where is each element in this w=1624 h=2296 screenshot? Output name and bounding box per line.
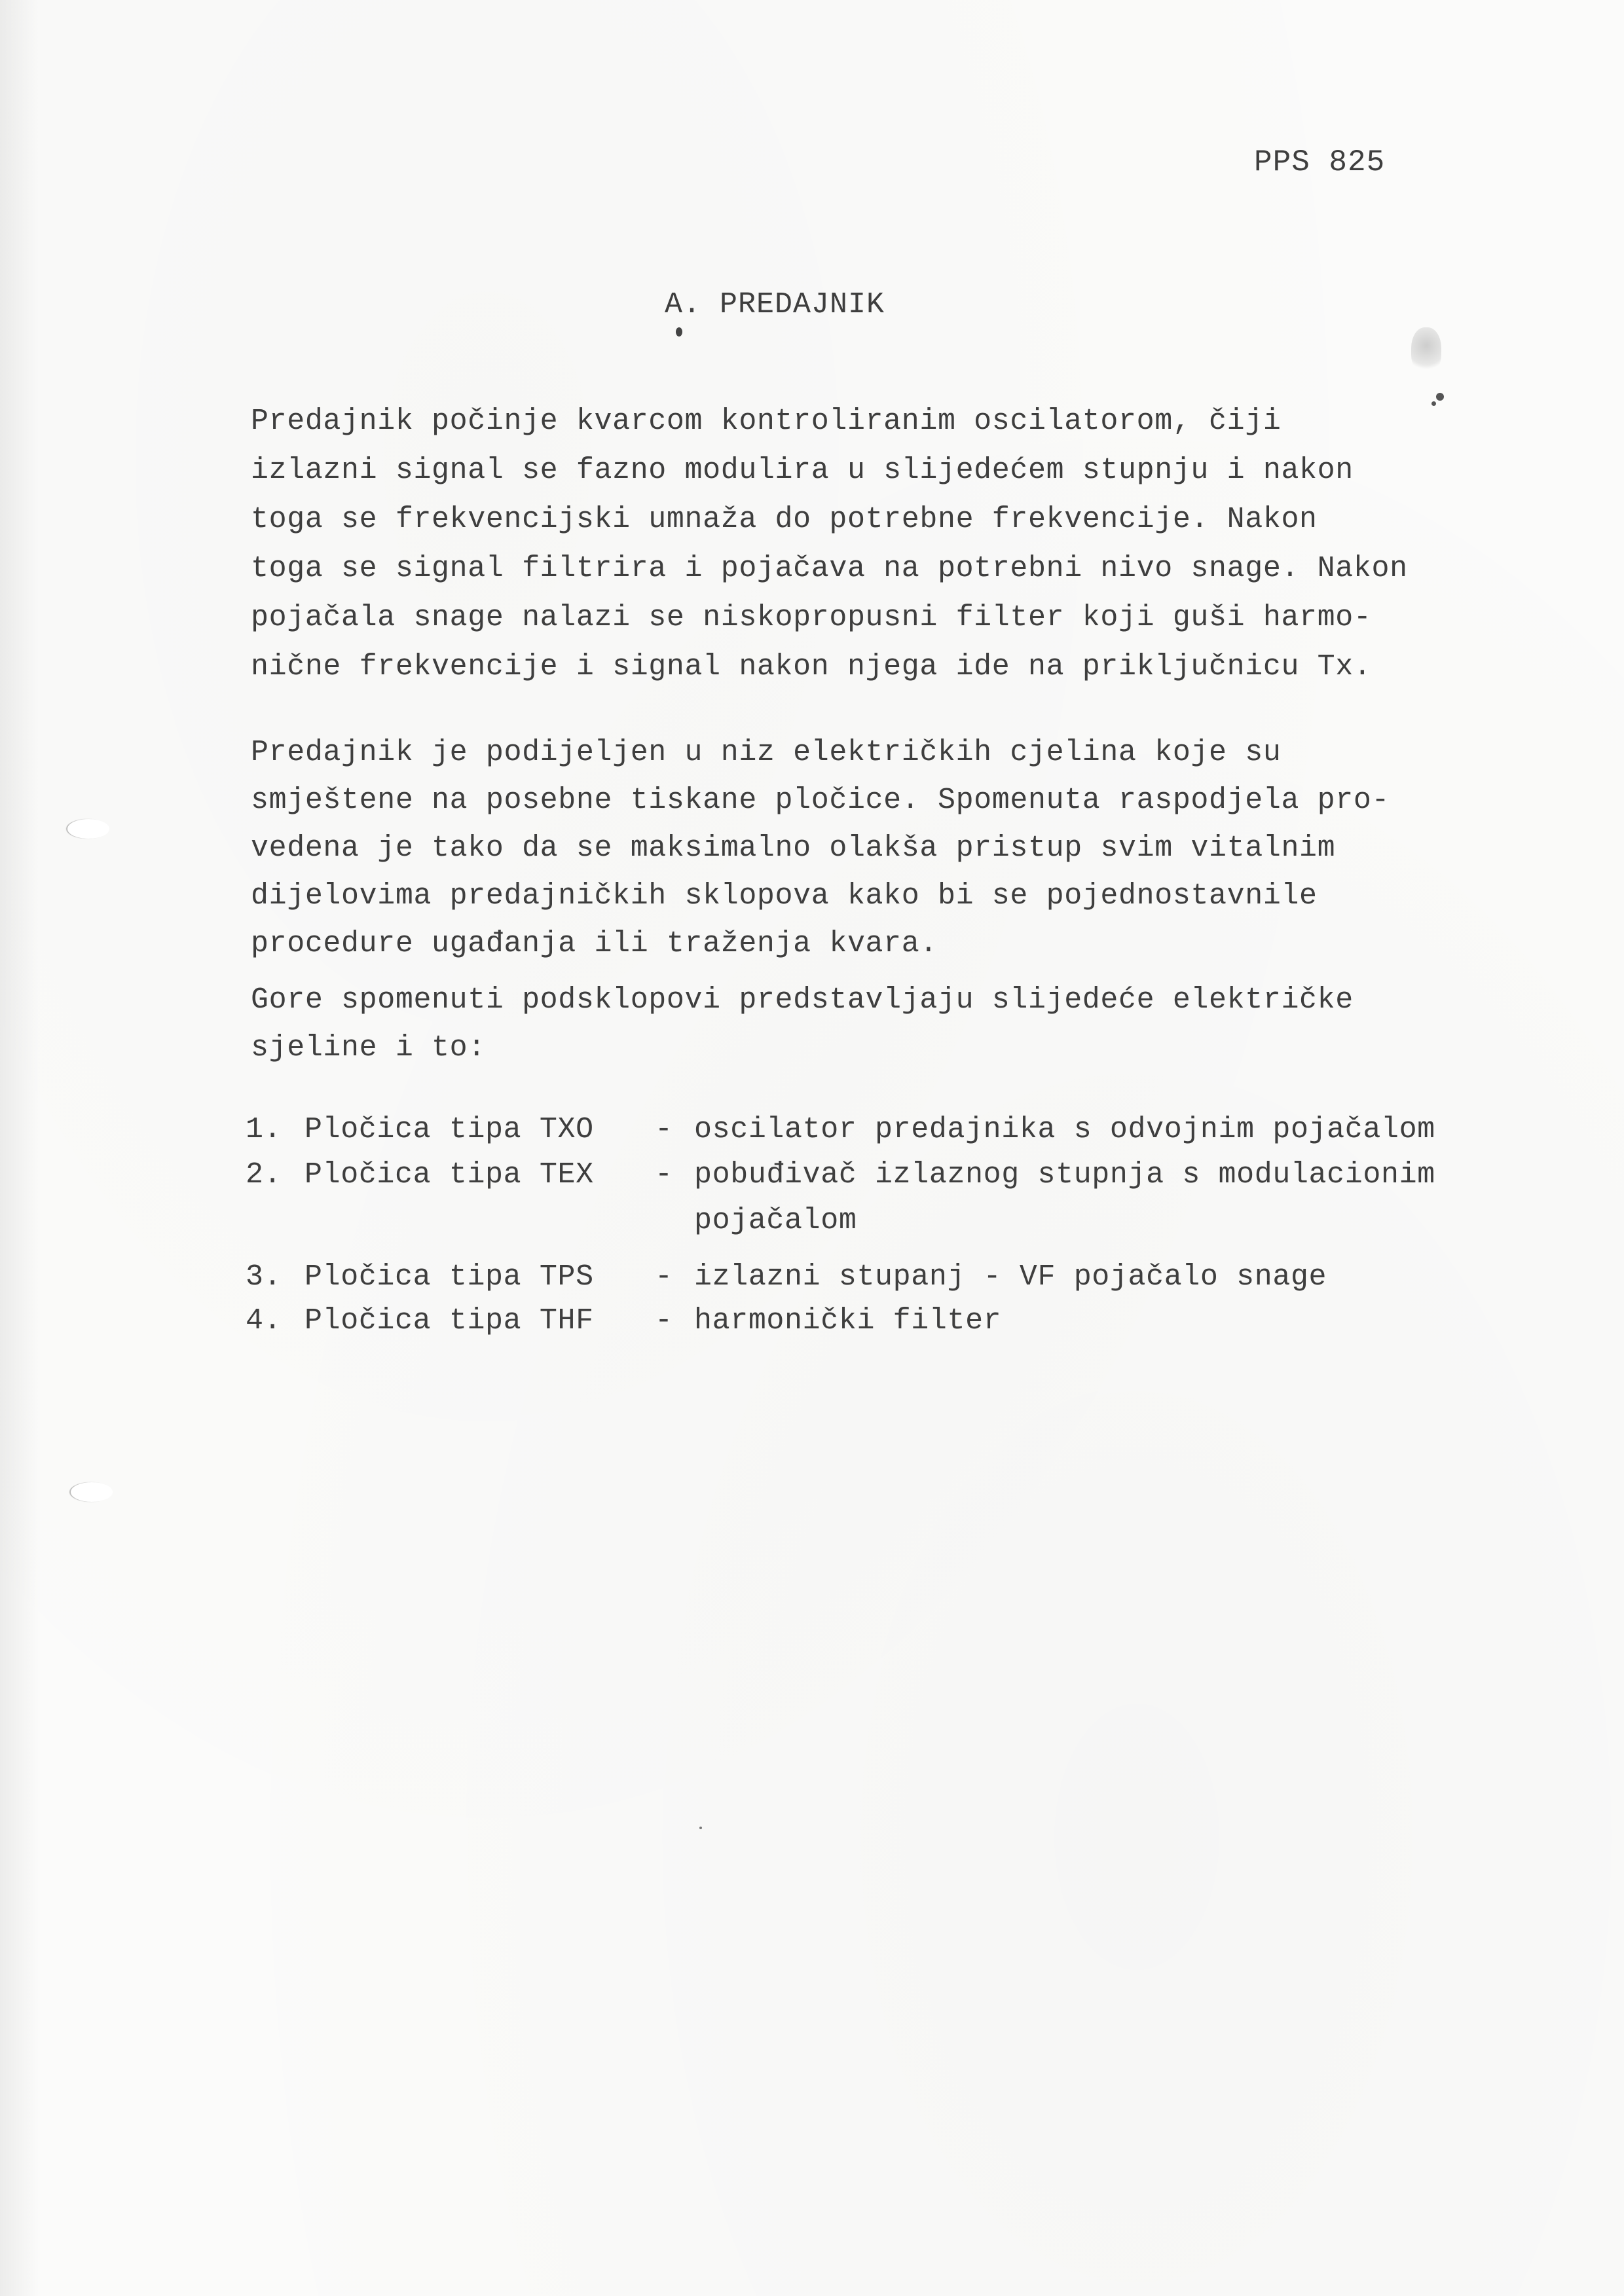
ink-smudge xyxy=(1411,327,1441,373)
item-number: 4. xyxy=(246,1304,282,1338)
ink-dot xyxy=(1431,401,1436,406)
text-line: sjeline i to: xyxy=(251,1031,486,1065)
item-dash: - xyxy=(655,1304,673,1338)
ink-dot xyxy=(676,327,682,337)
text-line: pojačala snage nalazi se niskopropusni filter koji guši harmo- xyxy=(251,601,1372,634)
board-description: pobuđivač izlaznog stupnja s modulacionim xyxy=(694,1158,1435,1192)
punch-hole xyxy=(67,819,109,839)
board-description: harmonički filter xyxy=(694,1304,1002,1338)
board-type: Pločica tipa TXO xyxy=(304,1113,594,1146)
text-line: procedure ugađanja ili traženja kvara. xyxy=(251,927,938,960)
item-dash: - xyxy=(655,1113,673,1146)
text-line: vedena je tako da se maksimalno olakša pristup svim vitalnim xyxy=(251,831,1336,865)
section-title: A. PREDAJNIK xyxy=(665,288,885,321)
board-description: izlazni stupanj - VF pojačalo snage xyxy=(694,1260,1327,1294)
board-description: oscilator predajnika s odvojnim pojačalom xyxy=(694,1113,1435,1146)
text-line: izlazni signal se fazno modulira u slijedećem stupnju i nakon xyxy=(251,454,1354,487)
text-line: Predajnik počinje kvarcom kontroliranim oscilatorom, čiji xyxy=(251,405,1282,438)
board-type: Pločica tipa TPS xyxy=(304,1260,594,1294)
item-number: 1. xyxy=(246,1113,282,1146)
board-description-continuation: pojačalom xyxy=(694,1204,857,1237)
text-line: Gore spomenuti podsklopovi predstavljaju slijedeće električke xyxy=(251,983,1354,1017)
text-line: Predajnik je podijeljen u niz električkih cjelina koje su xyxy=(251,736,1282,769)
document-id: PPS 825 xyxy=(1254,145,1386,179)
item-number: 2. xyxy=(246,1158,282,1192)
punch-hole xyxy=(71,1482,113,1502)
item-number: 3. xyxy=(246,1260,282,1294)
board-type: Pločica tipa THF xyxy=(304,1304,594,1338)
scan-left-edge-shadow xyxy=(0,0,39,2296)
text-line: smještene na posebne tiskane pločice. Spomenuta raspodjela pro- xyxy=(251,784,1390,817)
text-line: dijelovima predajničkih sklopova kako bi se pojednostavnile xyxy=(251,879,1318,913)
item-dash: - xyxy=(655,1158,673,1192)
ink-dot xyxy=(1436,393,1444,401)
text-line: toga se frekvencijski umnaža do potrebne frekvencije. Nakon xyxy=(251,503,1318,536)
text-line: nične frekvencije i signal nakon njega ide na priključnicu Tx. xyxy=(251,650,1372,683)
ink-dot xyxy=(699,1827,702,1829)
text-line: toga se signal filtrira i pojačava na potrebni nivo snage. Nakon xyxy=(251,552,1408,585)
board-type: Pločica tipa TEX xyxy=(304,1158,594,1192)
item-dash: - xyxy=(655,1260,673,1294)
